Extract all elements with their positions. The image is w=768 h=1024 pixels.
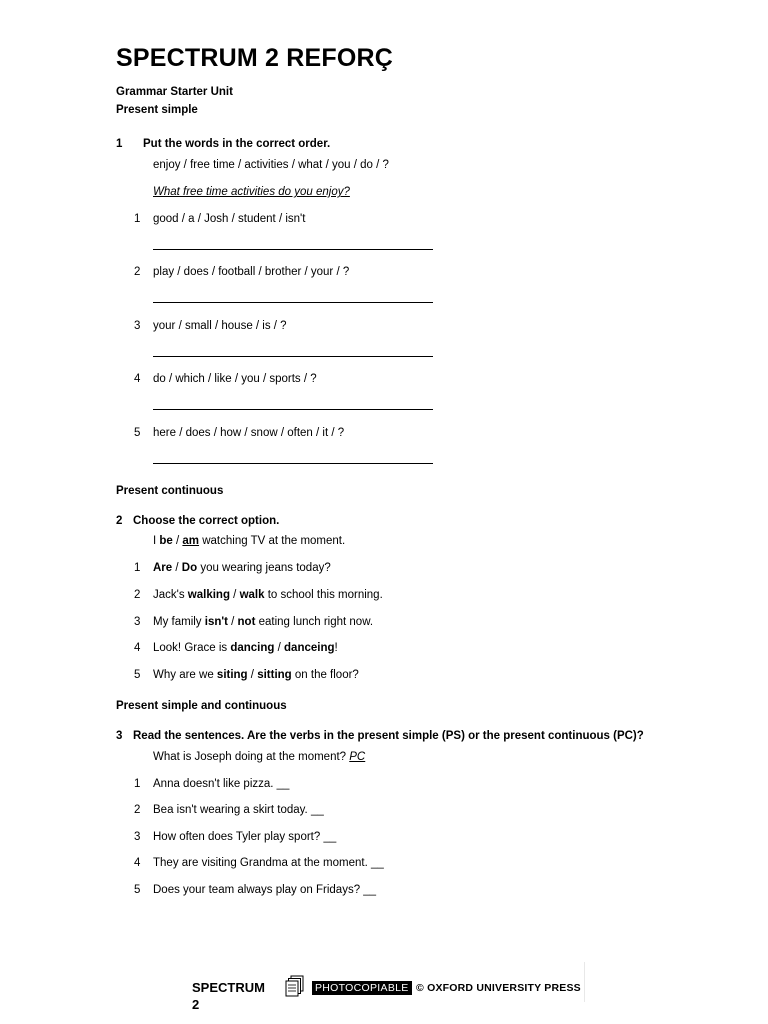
page-title: SPECTRUM 2 REFORÇ (116, 44, 394, 72)
sentence-start: I (153, 535, 160, 547)
exercise-3-item-number: 5 (134, 884, 141, 896)
sentence-start: Jack's (153, 589, 188, 601)
option-separator: / (229, 589, 240, 601)
exercise-1-item-prompt: do / which / like / you / sports / ? (153, 373, 317, 385)
option-a[interactable]: dancing (230, 642, 275, 654)
exercise-2-item (153, 642, 338, 654)
option-separator: / (172, 562, 182, 574)
exercise-1-item-prompt: play / does / football / brother / your / ? (153, 266, 350, 278)
exercise-1-item-prompt: your / small / house / is / ? (153, 320, 287, 332)
exercise-1-item-number: 4 (134, 373, 141, 385)
exercise-1-item-number: 3 (134, 320, 141, 332)
exercise-3-instruction: Read the sentences. Are the verbs in the present simple (PS) or the present continuous (PC)? (133, 730, 644, 742)
exercise-1-number: 1 (116, 138, 123, 150)
sentence-start: Look! Grace is (153, 642, 231, 654)
option-b[interactable]: sitting (257, 669, 292, 681)
option-separator: / (172, 535, 183, 547)
exercise-3-example (153, 751, 365, 763)
answer-line[interactable] (153, 463, 433, 464)
photocopy-pages-icon (285, 975, 305, 997)
exercise-2-item (153, 669, 359, 681)
option-b[interactable]: danceing (284, 642, 335, 654)
exercise-3-item: Does your team always play on Fridays? __ (153, 884, 377, 896)
sentence-start: My family (153, 616, 205, 628)
unit-heading: Grammar Starter Unit (116, 86, 233, 98)
exercise-3-item: Bea isn't wearing a skirt today. __ (153, 804, 324, 816)
photocopiable-badge: PHOTOCOPIABLE (312, 981, 412, 995)
sentence-start: Why are we (153, 669, 217, 681)
exercise-2-item (153, 589, 383, 601)
answer-line[interactable] (153, 302, 433, 303)
example-answer: PC (349, 751, 366, 763)
option-b-selected[interactable]: am (182, 535, 200, 547)
exercise-2-instruction: Choose the correct option. (133, 515, 280, 527)
exercise-3-number: 3 (116, 730, 123, 742)
footer-brand (192, 979, 265, 1013)
sentence-end: to school this morning. (264, 589, 383, 601)
exercise-3-item: Anna doesn't like pizza. __ (153, 778, 290, 790)
exercise-1-example-prompt: enjoy / free time / activities / what / you / do / ? (153, 159, 389, 171)
answer-line[interactable] (153, 249, 433, 250)
exercise-2-item-number: 1 (134, 562, 141, 574)
exercise-2-item (153, 616, 373, 628)
sentence-end: you wearing jeans today? (197, 562, 331, 574)
exercise-3-item: How often does Tyler play sport? __ (153, 831, 337, 843)
option-a[interactable]: walking (187, 589, 230, 601)
option-b[interactable]: Do (181, 562, 198, 574)
footer-divider (584, 962, 585, 1002)
exercise-3-item-number: 2 (134, 804, 141, 816)
sentence-end: on the floor? (291, 669, 359, 681)
sentence-end: eating lunch right now. (255, 616, 374, 628)
exercise-2-example (153, 535, 345, 547)
footer-publisher-line (312, 978, 581, 996)
exercise-3-item-number: 4 (134, 857, 141, 869)
exercise-1-item-number: 1 (134, 213, 141, 225)
example-sentence: What is Joseph doing at the moment? (153, 751, 350, 763)
answer-line[interactable] (153, 356, 433, 357)
footer-brand-line1: SPECTRUM (192, 980, 265, 995)
exercise-2-item-number: 4 (134, 642, 141, 654)
exercise-1-item-number: 2 (134, 266, 141, 278)
option-a[interactable]: Are (153, 562, 173, 574)
option-separator: / (274, 642, 285, 654)
section-heading-present-simple: Present simple (116, 104, 198, 116)
exercise-2-item-number: 2 (134, 589, 141, 601)
option-a[interactable]: siting (216, 669, 248, 681)
section-heading-present-continuous: Present continuous (116, 485, 224, 497)
sentence-end: ! (334, 642, 338, 654)
exercise-1-example-answer: What free time activities do you enjoy? (153, 186, 350, 198)
publisher-credit: © OXFORD UNIVERSITY PRESS (416, 982, 581, 994)
exercise-2-number: 2 (116, 515, 123, 527)
footer-brand-line2: 2 (192, 997, 200, 1012)
exercise-3-item-number: 3 (134, 831, 141, 843)
exercise-1-item-prompt: good / a / Josh / student / isn't (153, 213, 306, 225)
exercise-2-item-number: 3 (134, 616, 141, 628)
answer-line[interactable] (153, 409, 433, 410)
exercise-2-item (153, 562, 331, 574)
sentence-end: watching TV at the moment. (199, 535, 346, 547)
option-b[interactable]: walk (239, 589, 265, 601)
option-separator: / (247, 669, 258, 681)
exercise-1-instruction: Put the words in the correct order. (143, 138, 331, 150)
option-a[interactable]: be (159, 535, 173, 547)
option-a[interactable]: isn't (204, 616, 228, 628)
section-heading-simple-and-continuous: Present simple and continuous (116, 700, 287, 712)
exercise-3-item-number: 1 (134, 778, 141, 790)
option-separator: / (227, 616, 238, 628)
exercise-3-item: They are visiting Grandma at the moment. __ (153, 857, 384, 869)
option-b[interactable]: not (237, 616, 256, 628)
exercise-1-item-number: 5 (134, 427, 141, 439)
exercise-2-item-number: 5 (134, 669, 141, 681)
exercise-1-item-prompt: here / does / how / snow / often / it / ? (153, 427, 345, 439)
